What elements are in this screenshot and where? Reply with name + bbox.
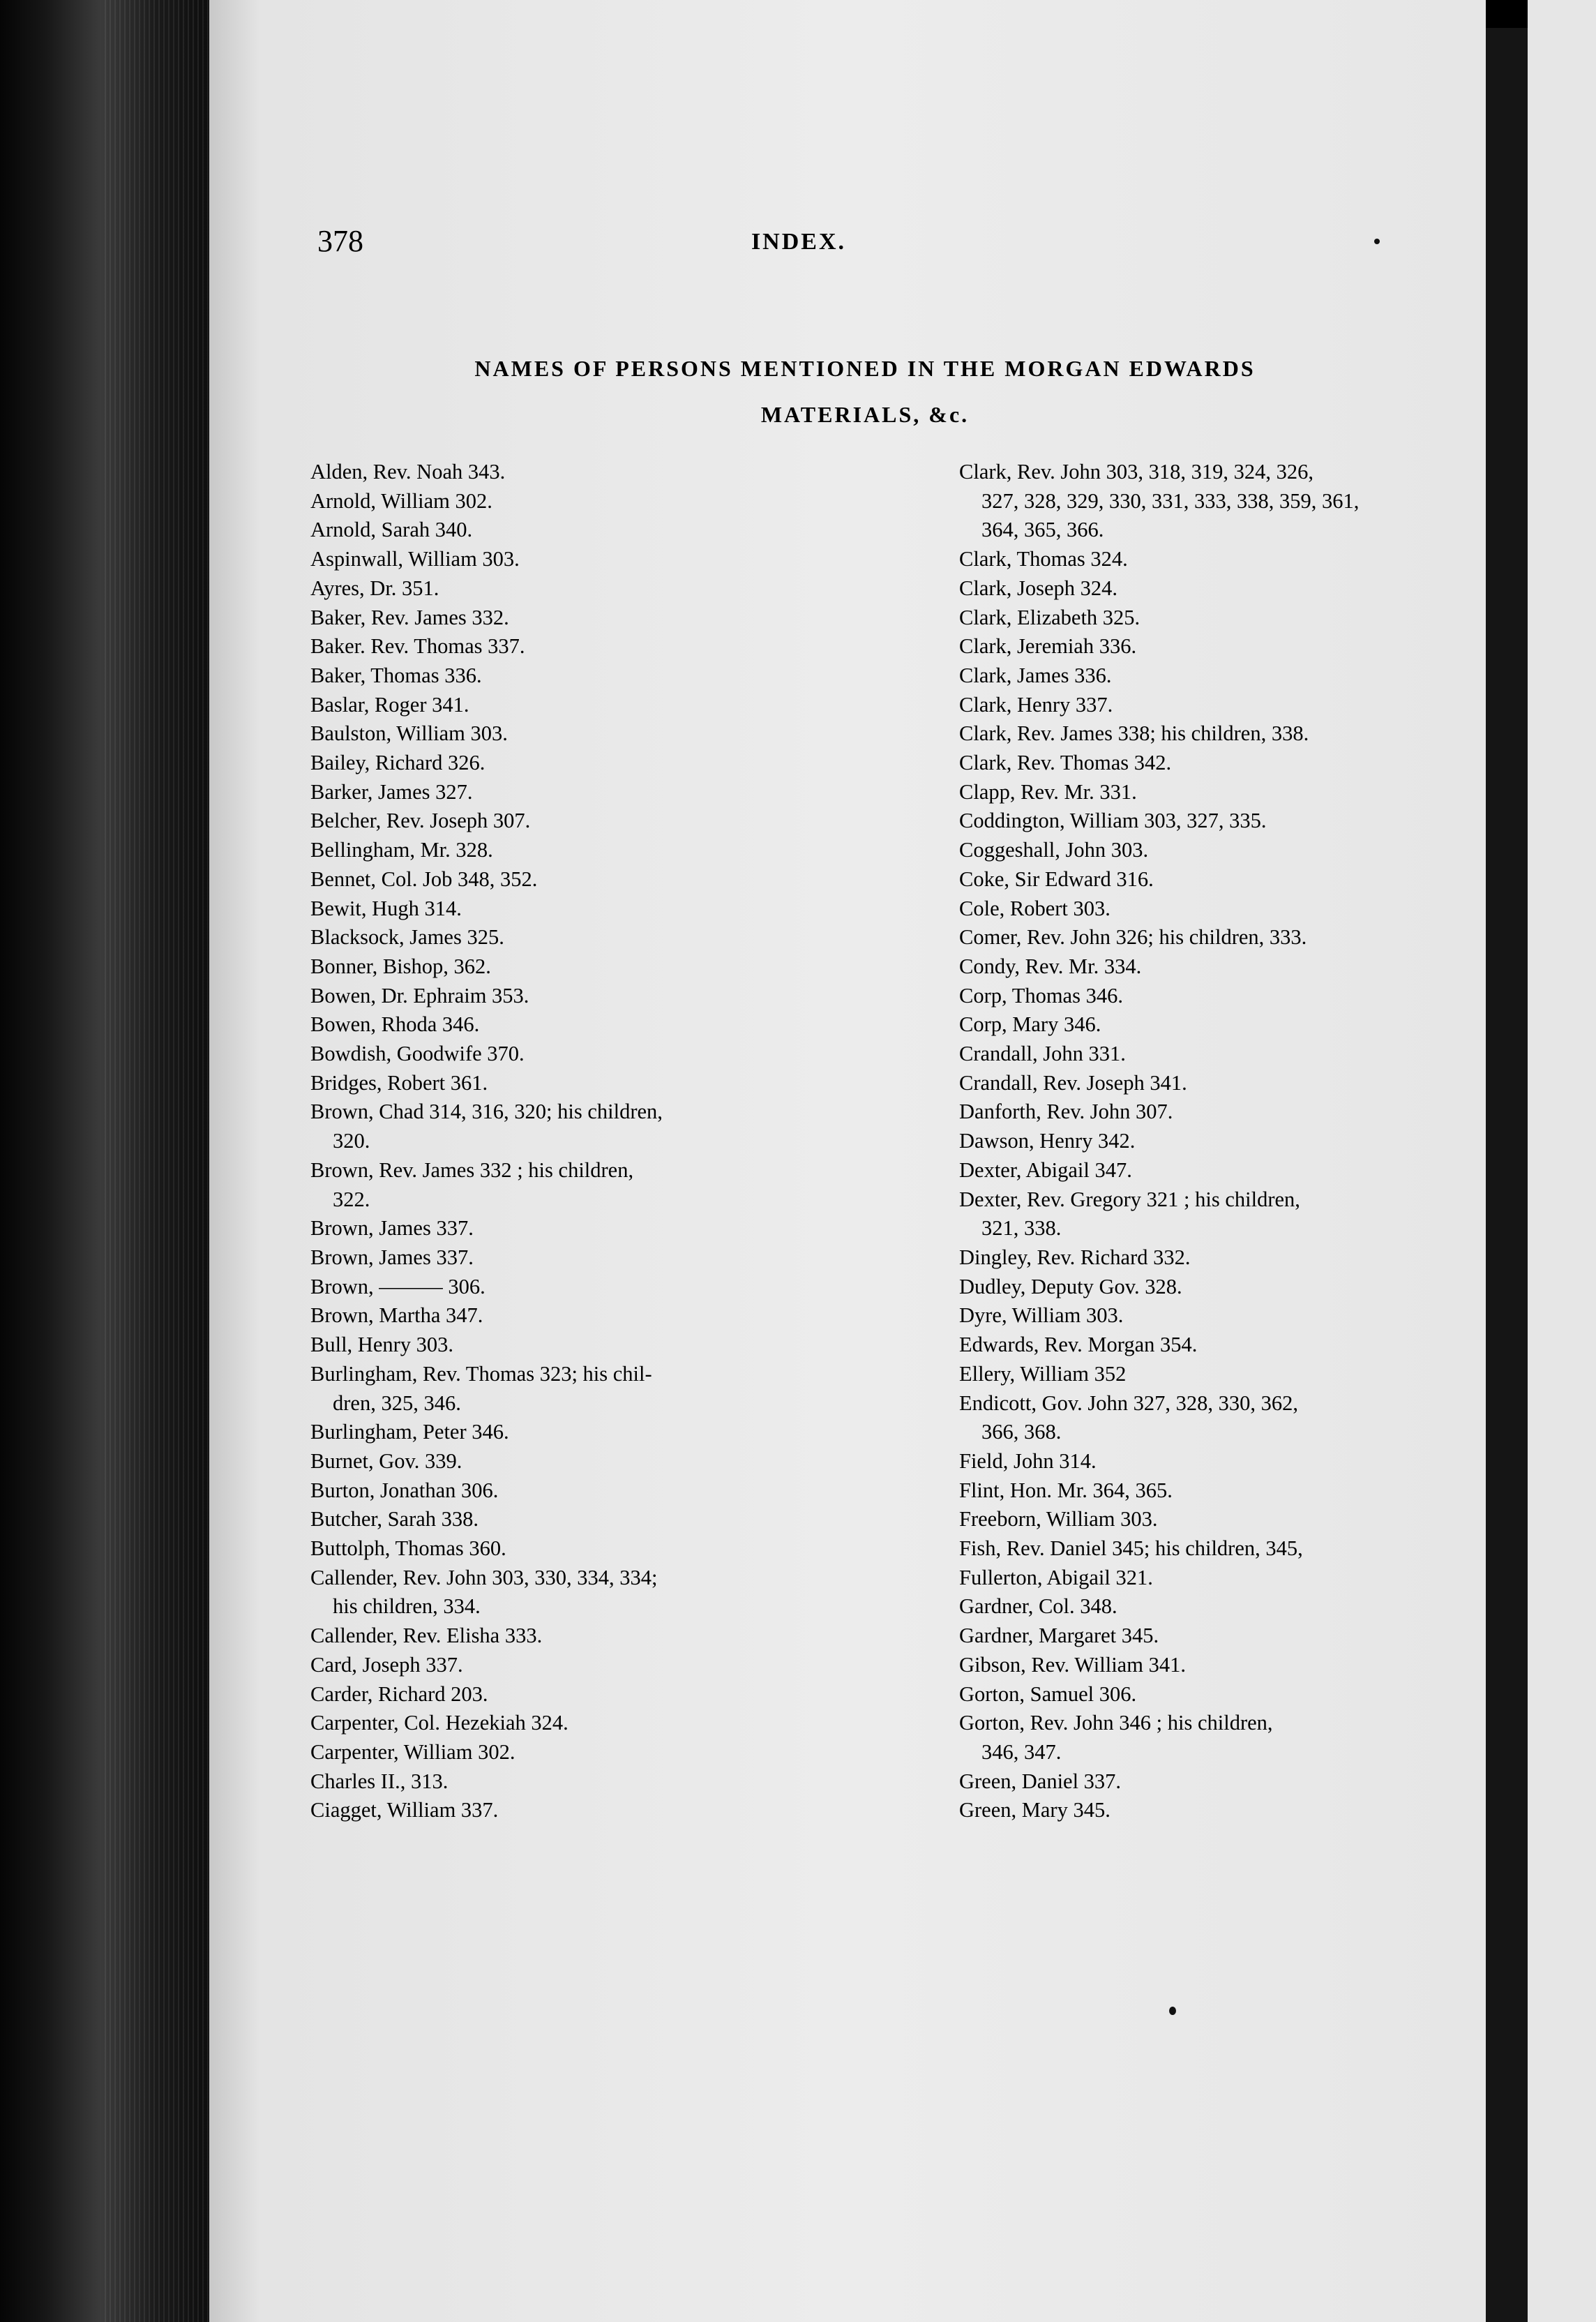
page-edges (105, 0, 216, 2322)
index-entry: Burlingham, Peter 346. (310, 1420, 509, 1444)
index-entry-continuation: 346, 347. (981, 1739, 1062, 1764)
index-entry: Dyre, William 303. (959, 1303, 1124, 1328)
index-entry: Clark, Joseph 324. (959, 576, 1118, 600)
index-entry: Fullerton, Abigail 321. (959, 1565, 1153, 1589)
index-entry: Crandall, Rev. Joseph 341. (959, 1070, 1187, 1095)
index-entry: Brown, James 337. (310, 1245, 474, 1269)
index-entry: Crandall, John 331. (959, 1042, 1126, 1066)
index-entry: Arnold, William 302. (310, 488, 492, 513)
index-entry: Arnold, Sarah 340. (310, 518, 473, 542)
index-entry: Brown, ——— 306. (310, 1274, 485, 1298)
index-entry: Alden, Rev. Noah 343. (310, 460, 506, 484)
index-entry: Brown, Chad 314, 316, 320; his children, (310, 1100, 663, 1124)
index-entry-continuation: 364, 365, 366. (981, 518, 1104, 542)
index-entry: Baslar, Roger 341. (310, 692, 469, 717)
book-gutter (1486, 28, 1528, 2322)
index-entry: Coddington, William 303, 327, 335. (959, 809, 1267, 833)
index-entry: Burnet, Gov. 339. (310, 1448, 462, 1473)
index-entry: Clark, Rev. Thomas 342. (959, 751, 1172, 775)
index-entry: Bowen, Rhoda 346. (310, 1012, 480, 1037)
index-entry: Freeborn, William 303. (959, 1507, 1158, 1531)
index-entry: Callender, Rev. John 303, 330, 334, 334; (310, 1565, 658, 1589)
index-entry: Bailey, Richard 326. (310, 751, 485, 775)
index-entry: Bull, Henry 303. (310, 1333, 454, 1357)
index-entry: Clark, Rev. John 303, 318, 319, 324, 326, (959, 460, 1314, 484)
index-entry: Carpenter, William 302. (310, 1739, 515, 1764)
index-entry: Bowdish, Goodwife 370. (310, 1042, 525, 1066)
index-entry: Brown, Martha 347. (310, 1303, 483, 1328)
index-entry: Dexter, Abigail 347. (959, 1158, 1132, 1182)
index-entry: Danforth, Rev. John 307. (959, 1100, 1173, 1124)
index-entry: Gardner, Col. 348. (959, 1594, 1117, 1619)
index-entry: Gardner, Margaret 345. (959, 1624, 1159, 1648)
index-entry: Card, Joseph 337. (310, 1652, 463, 1677)
index-entry: Ellery, William 352 (959, 1361, 1127, 1386)
index-entry: Barker, James 327. (310, 779, 473, 804)
index-entry: Baker, Thomas 336. (310, 663, 482, 687)
index-entry: Green, Mary 345. (959, 1798, 1111, 1822)
facing-page-edge (1528, 0, 1596, 2322)
book-edge (0, 0, 223, 2322)
index-entry: Clark, Rev. James 338; his children, 338. (959, 721, 1309, 746)
index-entry: Ayres, Dr. 351. (310, 576, 439, 600)
index-entry: Coke, Sir Edward 316. (959, 867, 1154, 891)
index-entry: Brown, Rev. James 332 ; his children, (310, 1158, 634, 1182)
index-entry: Belcher, Rev. Joseph 307. (310, 809, 531, 833)
index-entry: Dudley, Deputy Gov. 328. (959, 1274, 1182, 1298)
index-entry: Clark, James 336. (959, 663, 1112, 687)
index-entry-continuation: 321, 338. (981, 1216, 1062, 1241)
index-entry: Bennet, Col. Job 348, 352. (310, 867, 538, 891)
index-entry: Corp, Thomas 346. (959, 983, 1123, 1008)
section-title (317, 345, 1413, 437)
index-entry: Blacksock, James 325. (310, 925, 504, 950)
index-entry: Clark, Henry 337. (959, 692, 1113, 717)
index-entry: Flint, Hon. Mr. 364, 365. (959, 1478, 1173, 1502)
index-entry: Callender, Rev. Elisha 333. (310, 1624, 543, 1648)
index-entry: Endicott, Gov. John 327, 328, 330, 362, (959, 1391, 1299, 1415)
index-entry: Brown, James 337. (310, 1216, 474, 1241)
index-entry: Burlingham, Rev. Thomas 323; his chil- (310, 1361, 652, 1386)
index-column-right (959, 458, 1406, 1825)
index-entry: Carpenter, Col. Hezekiah 324. (310, 1711, 569, 1735)
index-entry: Bellingham, Mr. 328. (310, 838, 493, 862)
index-entry: Burton, Jonathan 306. (310, 1478, 499, 1502)
index-entry: Fish, Rev. Daniel 345; his children, 345, (959, 1536, 1303, 1561)
page-header (317, 223, 1378, 272)
index-column-left (310, 458, 757, 1825)
index-entry: Condy, Rev. Mr. 334. (959, 954, 1142, 978)
page-number: 378 (317, 224, 363, 258)
index-entry: Coggeshall, John 303. (959, 838, 1149, 862)
index-entry: Butcher, Sarah 338. (310, 1507, 479, 1531)
index-entry: Bowen, Dr. Ephraim 353. (310, 983, 529, 1008)
section-title-line-2: MATERIALS, &c. (760, 402, 970, 427)
running-head: INDEX. (751, 229, 847, 255)
index-entry: Charles II., 313. (310, 1769, 449, 1793)
index-entry: Clapp, Rev. Mr. 331. (959, 779, 1137, 804)
index-entry: Baker, Rev. James 332. (310, 605, 509, 629)
index-entry-continuation: his children, 334. (333, 1594, 481, 1619)
ink-speck (1169, 2007, 1176, 2015)
index-entry-continuation: 322. (333, 1187, 370, 1211)
index-entry: Bonner, Bishop, 362. (310, 954, 491, 978)
index-entry: Dingley, Rev. Richard 332. (959, 1245, 1191, 1269)
index-entry: Dexter, Rev. Gregory 321 ; his children, (959, 1187, 1300, 1211)
index-entry: Cole, Robert 303. (959, 896, 1111, 920)
index-entry: Comer, Rev. John 326; his children, 333. (959, 925, 1307, 950)
index-entry: Baulston, William 303. (310, 721, 508, 746)
index-entry: Clark, Jeremiah 336. (959, 634, 1137, 659)
index-entry: Aspinwall, William 303. (310, 547, 520, 571)
index-entry: Dawson, Henry 342. (959, 1129, 1136, 1153)
index-entry: Edwards, Rev. Morgan 354. (959, 1333, 1198, 1357)
index-entry-continuation: 366, 368. (981, 1420, 1062, 1444)
index-entry: Buttolph, Thomas 360. (310, 1536, 506, 1561)
index-entry: Ciagget, William 337. (310, 1798, 499, 1822)
index-entry: Baker. Rev. Thomas 337. (310, 634, 525, 659)
index-entry: Clark, Thomas 324. (959, 547, 1128, 571)
index-entry: Bewit, Hugh 314. (310, 896, 462, 920)
index-entry: Field, John 314. (959, 1448, 1097, 1473)
section-title-line-1: NAMES OF PERSONS MENTIONED IN THE MORGAN EDWARDS (474, 356, 1256, 381)
ink-speck (1374, 239, 1380, 244)
index-entry-continuation: dren, 325, 346. (333, 1391, 461, 1415)
index-entry: Gorton, Rev. John 346 ; his children, (959, 1711, 1273, 1735)
index-entry: Green, Daniel 337. (959, 1769, 1122, 1793)
index-entry-continuation: 327, 328, 329, 330, 331, 333, 338, 359, 361, (981, 488, 1360, 513)
index-entry: Carder, Richard 203. (310, 1681, 488, 1706)
index-entry: Gibson, Rev. William 341. (959, 1652, 1186, 1677)
index-entry: Bridges, Robert 361. (310, 1070, 488, 1095)
index-entry: Gorton, Samuel 306. (959, 1681, 1137, 1706)
index-entry-continuation: 320. (333, 1129, 370, 1153)
index-entry: Corp, Mary 346. (959, 1012, 1101, 1037)
index-entry: Clark, Elizabeth 325. (959, 605, 1140, 629)
